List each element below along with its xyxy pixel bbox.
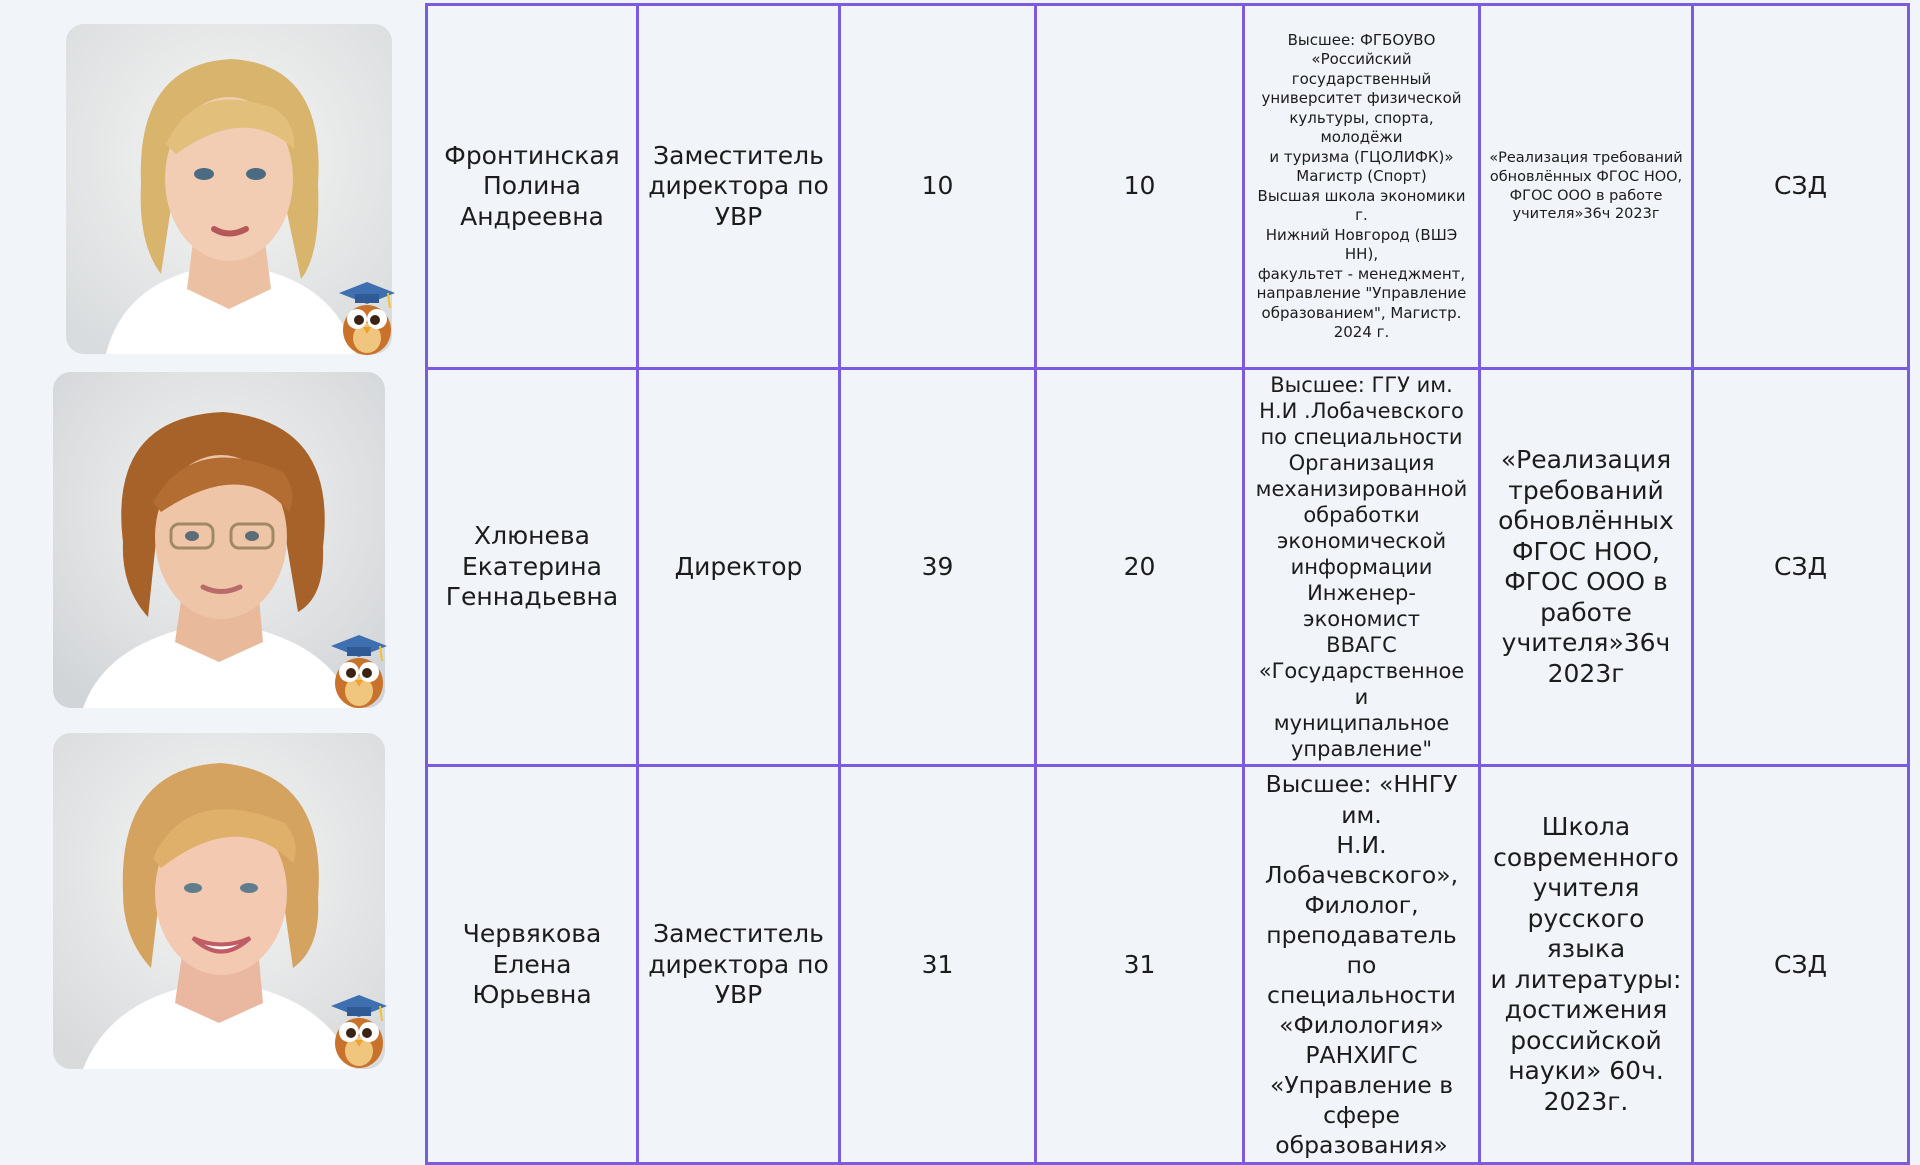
cell-name: Червякова Елена Юрьевна — [427, 766, 638, 1164]
cell-name: Хлюнева Екатерина Геннадьевна — [427, 369, 638, 766]
cell-total-experience: 10 — [840, 5, 1036, 369]
cell-education: Высшее: ГГУ им. Н.И .Лобачевского по специальности Организация механизированной обработки экономической информации Инженер-экономист ВВАГС «Государственное и муниципальное управление" — [1244, 369, 1480, 766]
cell-education: Высшее: ФГБОУВО «Российский государственный университет физической культуры, спорта, молодёжи и туризма (ГЦОЛИФК)» Магистр (Спорт) Высшая школа экономики г. Нижний Новгород (ВШЭ НН), факультет - менеджмент, направление "Управление образованием", Магистр. 2024 г. — [1244, 5, 1480, 369]
cell-pedagogical-experience: 10 — [1036, 5, 1244, 369]
staff-table — [425, 3, 1910, 1165]
cell-name: Фронтинская Полина Андреевна — [427, 5, 638, 369]
cell-category: СЗД — [1693, 5, 1909, 369]
cell-category: СЗД — [1693, 369, 1909, 766]
cell-qualification: «Реализация требований обновлённых ФГОС НОО, ФГОС ООО в работе учителя»36ч 2023г — [1480, 5, 1693, 369]
cell-qualification: Школа современного учителя русского языка и литературы: достижения российской науки» 60ч. 2023г. — [1480, 766, 1693, 1164]
cell-pedagogical-experience: 20 — [1036, 369, 1244, 766]
owl-graduate-icon — [338, 280, 396, 356]
cell-pedagogical-experience: 31 — [1036, 766, 1244, 1164]
table-row — [427, 5, 1909, 369]
table-row — [427, 369, 1909, 766]
cell-education: Высшее: «ННГУ им. Н.И. Лобачевского», Филолог, преподаватель по специальности «Филология» РАНХИГС «Управление в сфере образования» — [1244, 766, 1480, 1164]
table-row — [427, 766, 1909, 1164]
owl-graduate-icon — [330, 993, 388, 1069]
cell-total-experience: 39 — [840, 369, 1036, 766]
cell-position: Заместитель директора по УВР — [638, 5, 840, 369]
cell-category: СЗД — [1693, 766, 1909, 1164]
cell-qualification: «Реализация требований обновлённых ФГОС НОО, ФГОС ООО в работе учителя»36ч 2023г — [1480, 369, 1693, 766]
cell-position: Директор — [638, 369, 840, 766]
cell-position: Заместитель директора по УВР — [638, 766, 840, 1164]
cell-total-experience: 31 — [840, 766, 1036, 1164]
owl-graduate-icon — [330, 633, 388, 709]
